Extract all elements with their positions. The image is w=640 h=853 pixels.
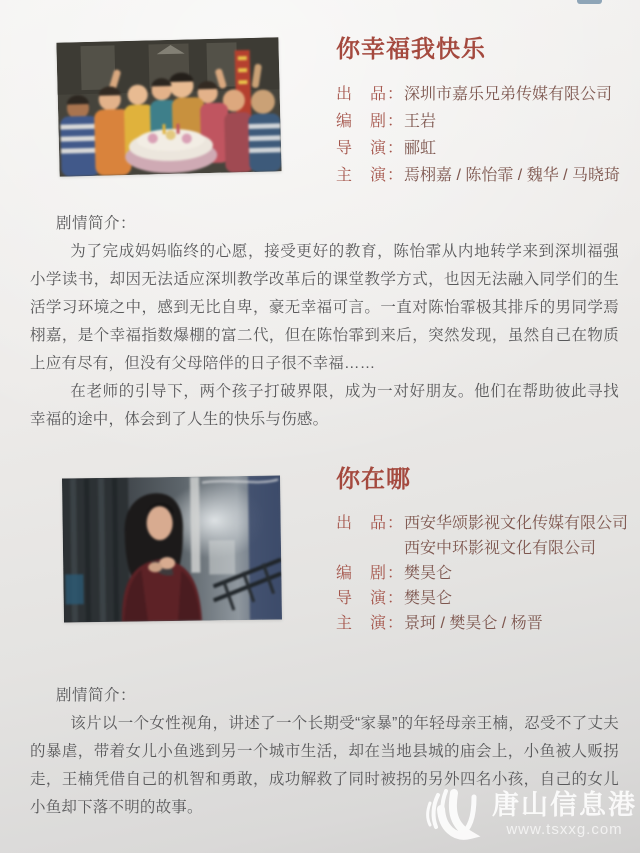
film1-info xyxy=(336,36,636,189)
producer-company-2: 西安中环影视文化有限公司 xyxy=(404,540,597,557)
synopsis-paragraph: 为了完成妈妈临终的心愿，接受更好的教育，陈怡霏从内地转学来到深圳福强小学读书，却因无法适应深圳教学改革后的课堂教学方式，也因无法融入同学们的生活学习环境之中，感到无比自卑，豪无幸福可言。一直对陈怡霏极其排斥的男同学焉栩嘉，是个幸福指数爆棚的富二代，但在陈怡霏到来后，突然发现，虽然自己在物质上应有尽有，但没有父母陪伴的日子很不幸福…… xyxy=(30,243,619,372)
film1-still-photo xyxy=(56,37,281,176)
film2-producer-row xyxy=(336,511,636,561)
cast-value: 焉栩嘉 / 陈怡霏 / 魏华 / 马晓琦 xyxy=(404,167,621,184)
film2-title: 你在哪 xyxy=(336,466,411,493)
cast-value: 景珂 / 樊昊仑 / 杨晋 xyxy=(404,615,543,632)
synopsis-paragraph: 该片以一个女性视角，讲述了一个长期受“家暴”的年轻母亲王楠，忍受不了丈夫的暴虐，带着女儿小鱼逃到另一个城市生活，却在当地县城的庙会上，小鱼被人贩拐走，王楠凭借自己的机智和勇敢，成功解救了同时被拐的另外四名小孩，自己的女儿小鱼却下落不明的故事。 xyxy=(30,715,619,816)
film2-info xyxy=(336,466,636,636)
synopsis-paragraph: 在老师的引导下，两个孩子打破界限，成为一对好朋友。他们在帮助彼此寻找幸福的途中，体会到了人生的快乐与伤感。 xyxy=(30,383,619,428)
film1-credits xyxy=(336,81,636,189)
producer-value: 深圳市嘉乐兄弟传媒有限公司 xyxy=(404,86,613,103)
phoenix-icon xyxy=(424,789,488,852)
watermark-text xyxy=(492,789,637,839)
birthday-cake-scene-illustration xyxy=(56,37,281,176)
producer-value xyxy=(404,511,636,561)
film2-cast-row xyxy=(336,611,636,636)
cast-label: 主 演： xyxy=(336,167,405,184)
writer-label: 编 剧： xyxy=(336,565,405,582)
producer-label: 出 品： xyxy=(336,515,405,532)
producer-company-1: 西安华颂影视文化传媒有限公司 xyxy=(404,515,629,532)
film1-director-row xyxy=(336,135,636,162)
film2-credits xyxy=(336,511,636,636)
film1-synopsis xyxy=(30,210,619,434)
film2-still-photo xyxy=(62,475,282,622)
watermark-site-name: 唐山信息港 xyxy=(492,790,637,820)
director-value: 樊昊仑 xyxy=(404,590,453,607)
director-label: 导 演： xyxy=(336,140,405,157)
film2-director-row xyxy=(336,586,636,611)
director-value: 郦虹 xyxy=(404,140,437,157)
director-label: 导 演： xyxy=(336,590,405,607)
film1-title: 你幸福我快乐 xyxy=(336,36,486,63)
writer-label: 编 剧： xyxy=(336,113,405,130)
woman-night-street-illustration xyxy=(62,475,282,622)
film1-writer-row xyxy=(336,108,636,135)
film1-producer-row xyxy=(336,81,636,108)
watermark-site-url: www.tsxxg.com xyxy=(506,821,623,838)
writer-value: 樊昊仑 xyxy=(404,565,453,582)
film2-writer-row xyxy=(336,561,636,586)
tsxxg-watermark xyxy=(424,789,637,852)
writer-value: 王岩 xyxy=(404,113,437,130)
producer-label: 出 品： xyxy=(336,86,405,103)
film1-cast-row xyxy=(336,162,636,189)
page-corner-mark xyxy=(577,0,602,4)
synopsis-label: 剧情简介： xyxy=(56,215,137,232)
synopsis-label: 剧情简介： xyxy=(56,687,137,704)
cast-label: 主 演： xyxy=(336,615,405,632)
